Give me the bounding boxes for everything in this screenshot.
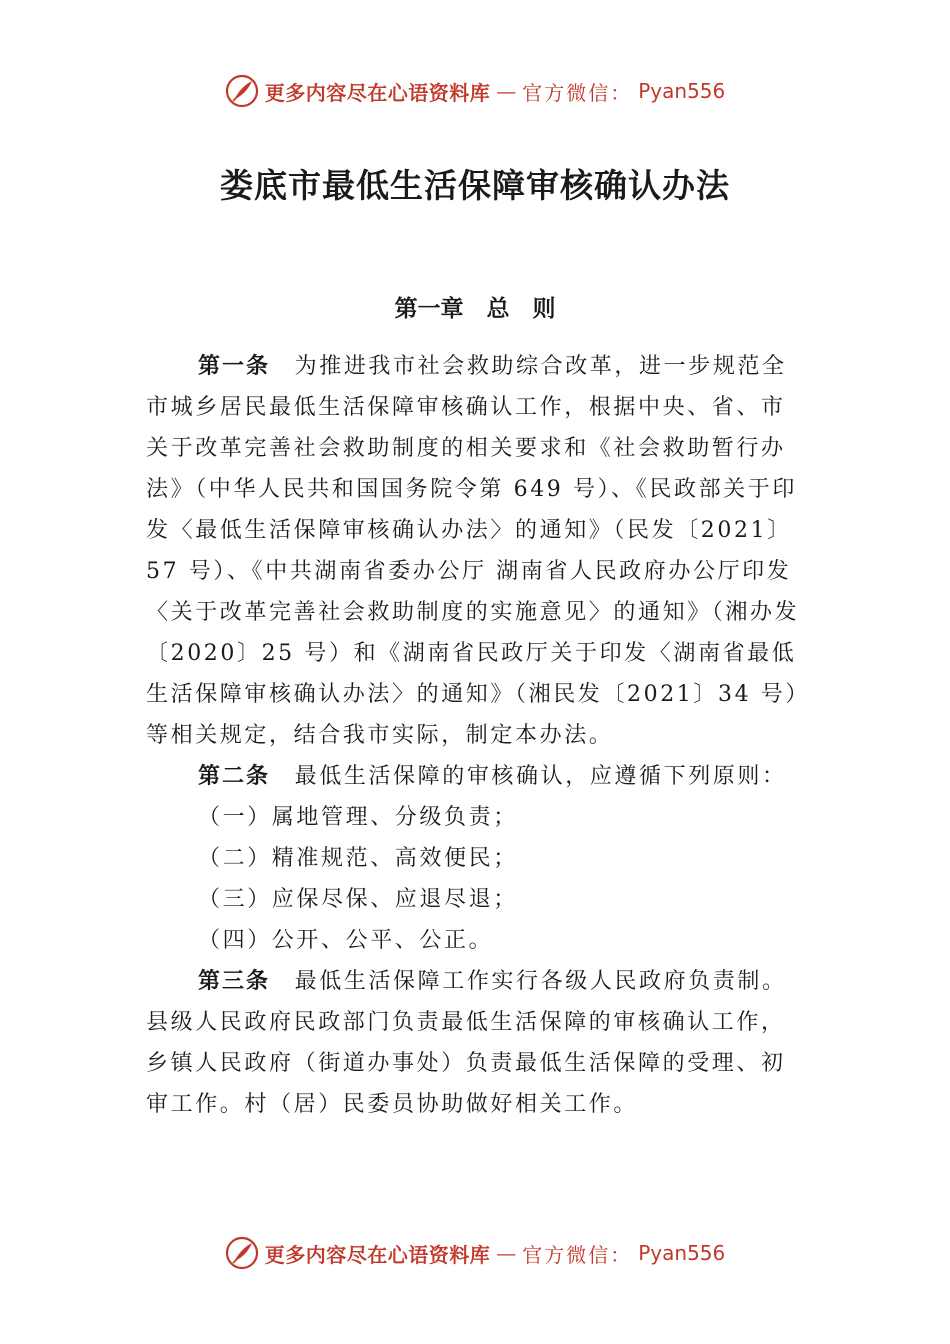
watermark-site-name: 更多内容尽在心语资料库 — [264, 80, 491, 105]
principle-3: （三）应保尽保、应退尽退； — [198, 887, 518, 912]
document-body — [146, 346, 808, 1125]
watermark-contact-label: 官方微信： — [522, 1242, 633, 1267]
article-2 — [146, 756, 808, 797]
chapter-heading: 第一章 总 则 — [394, 296, 556, 322]
watermark-dash: — — [496, 79, 517, 103]
watermark-header — [0, 74, 950, 108]
feather-quill-icon — [225, 74, 259, 108]
principle-1: （一）属地管理、分级负责； — [198, 805, 518, 830]
watermark-footer — [0, 1236, 950, 1270]
article-2-label: 第二条 — [198, 764, 271, 789]
article-3-label: 第三条 — [198, 969, 271, 994]
feather-quill-icon — [225, 1236, 259, 1270]
article-1 — [146, 346, 808, 756]
article-1-label: 第一条 — [198, 354, 271, 379]
watermark-site-name: 更多内容尽在心语资料库 — [264, 1242, 491, 1267]
watermark-contact-id: Pyan556 — [638, 1241, 726, 1265]
article-3-text: 最低生活保障工作实行各级人民政府负责制。县级人民政府民政部门负责最低生活保障的审核确认工作，乡镇人民政府（街道办事处）负责最低生活保障的受理、初审工作。村（居）民委员协助做好相关工作。 — [146, 969, 787, 1117]
article-3 — [146, 961, 808, 1125]
document-title: 娄底市最低生活保障审核确认办法 — [220, 166, 730, 205]
watermark-dash: — — [496, 1241, 517, 1265]
principle-4: （四）公开、公平、公正。 — [198, 928, 494, 953]
watermark-contact-label: 官方微信： — [522, 80, 633, 105]
article-1-text: 为推进我市社会救助综合改革，进一步规范全市城乡居民最低生活保障审核确认工作，根据中央、省、市 关于改革完善社会救助制度的相关要求和《社会救助暂行办法》（中华人民共和国国务院令第 649 号）、《民政部关于印发〈最低生活保障审核确认办法〉的通知》（民发〔2021〕57 号）、《中共湖南省委办公厅 湖南省人民政府办公厅印发〈关于改革完善社会救助制度的实施意见〉的通知》（湘办发〔2020〕25 号）和《湖南省民政厅关于印发〈湖南省最低生活保障审核确认办法〉的通知》（湘民发〔2021〕34 号）等相关规定，结合我市实际，制定本办法。 — [146, 354, 800, 748]
principle-2: （二）精准规范、高效便民； — [198, 846, 518, 871]
article-2-text: 最低生活保障的审核确认，应遵循下列原则： — [294, 764, 787, 789]
watermark-contact-id: Pyan556 — [638, 79, 726, 103]
